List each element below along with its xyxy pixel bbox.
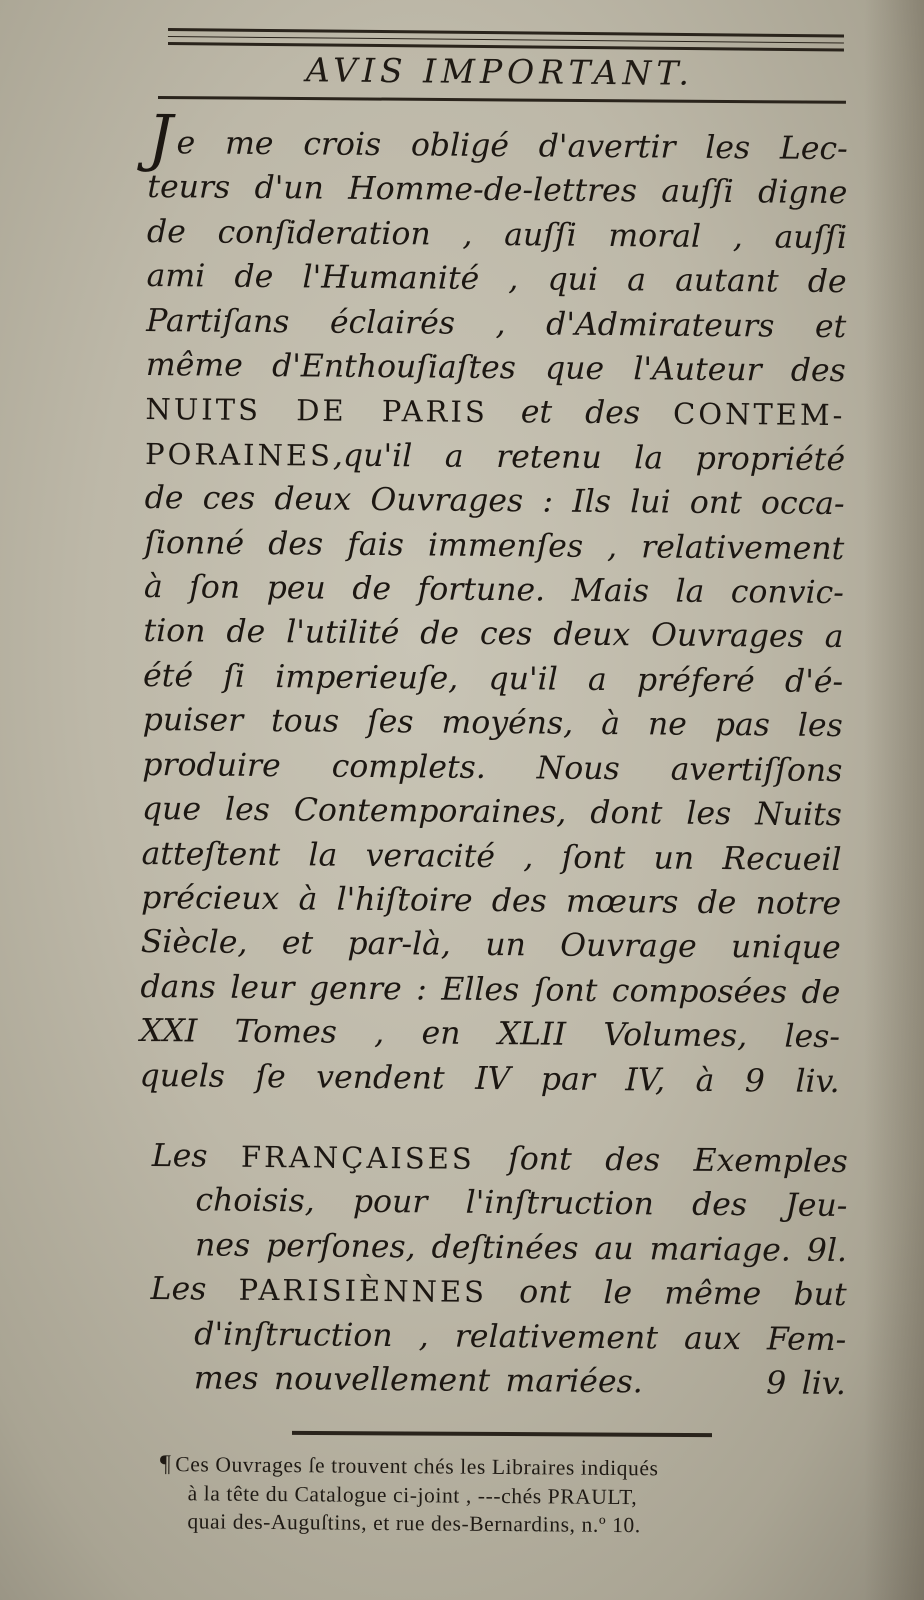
footnote-line: à la tête du Catalogue ci-joint , ---chés PRAULT,	[187, 1480, 638, 1509]
text-line: été ſi imperieuſe, qu'il a préferé d'é-	[142, 657, 844, 700]
small-caps-title: FRANÇAISES	[240, 1139, 475, 1176]
text-line: tion de l'utilité de ces deux Ouvrages a	[143, 613, 844, 656]
notice-paragraph	[139, 101, 848, 1104]
text-line-content: e me crois obligé d'avertir les Lec-	[176, 125, 848, 168]
text-line-content: et des	[487, 394, 674, 433]
text-line-content: ſont des Exemples	[474, 1140, 848, 1181]
text-line: de conſideration , auſſi moral , auſſi	[146, 213, 848, 256]
footnote	[159, 1450, 860, 1542]
entry-francaises-title	[152, 1134, 848, 1184]
text-line: même d'Enthouſiaſtes que l'Auteur des	[145, 347, 846, 390]
text-line: produire complets. Nous avertiſſons	[142, 746, 843, 789]
text-line	[145, 387, 845, 438]
footnote-separator-rule	[292, 1431, 712, 1437]
entry-prefix: Les	[150, 1271, 239, 1308]
text-line: puiser tous ſes moyéns, à ne pas les	[142, 702, 843, 745]
text-line-content: Ces Ouvrages ſe trouvent chés les Libraires indiqués	[175, 1452, 659, 1481]
entry-parisiennes-title	[150, 1267, 846, 1317]
text-line: ami de l'Humanité , qui a autant de	[146, 258, 847, 301]
page-heading: AVIS IMPORTANT.	[305, 50, 695, 93]
text-line-content: ont le même but	[486, 1274, 847, 1314]
small-caps-title: PARISIÈNNES	[238, 1272, 488, 1310]
small-caps-title: PORAINES	[144, 436, 334, 473]
text-line: de ces deux Ouvrages : Ils lui ont occa-	[144, 480, 845, 523]
drop-cap: J	[147, 101, 173, 175]
text-line: teurs d'un Homme-de-lettres auſſi digne	[147, 169, 848, 212]
text-line: mes nouvellement mariées. 9 liv.	[193, 1360, 847, 1403]
small-caps-title: CONTEM-	[672, 397, 846, 433]
text-line: ſionné des fais immenſes , relativement	[144, 524, 845, 567]
text-line: atteſtent la veracité , ſont un Recueil	[141, 835, 842, 878]
footnote-line: quai des-Auguſtins, et rue des-Bernardins, n.º 10.	[187, 1509, 641, 1538]
text-line: Siècle, et par-là, un Ouvrage unique	[140, 924, 841, 967]
text-line: quels ſe vendent IV par IV, à 9 liv.	[139, 1057, 840, 1100]
pilcrow-icon: ¶	[159, 1451, 172, 1478]
text-line	[147, 101, 848, 175]
text-line: XXI Tomes , en XLII Volumes, les-	[139, 1013, 841, 1056]
catalogue-entries	[150, 1134, 848, 1407]
text-line: précieux à l'hiſtoire des mœurs de notre	[141, 879, 842, 922]
text-line: Partiſans éclairés , d'Admirateurs et	[146, 302, 847, 345]
entry-prefix: Les	[151, 1137, 242, 1175]
text-line: à ſon peu de fortune. Mais la convic-	[143, 569, 845, 612]
text-line: dans leur genre : Elles ſont composées de	[140, 968, 841, 1011]
top-double-rule	[168, 28, 844, 43]
text-line: choisis, pour l'inſtruction des Jeu-	[195, 1182, 848, 1225]
text-line-content: ,qu'il a retenu la propriété	[332, 437, 846, 478]
text-line	[145, 432, 845, 483]
small-caps-title: NUITS DE PARIS	[145, 392, 488, 430]
text-line: nes perſones, deſtinées au mariage. 9l.	[194, 1227, 848, 1269]
heading-underline-rule	[158, 96, 846, 104]
text-line: que les Contemporaines, dont les Nuits	[141, 791, 843, 834]
text-line: d'inſtruction , relativement aux Fem-	[194, 1316, 847, 1358]
